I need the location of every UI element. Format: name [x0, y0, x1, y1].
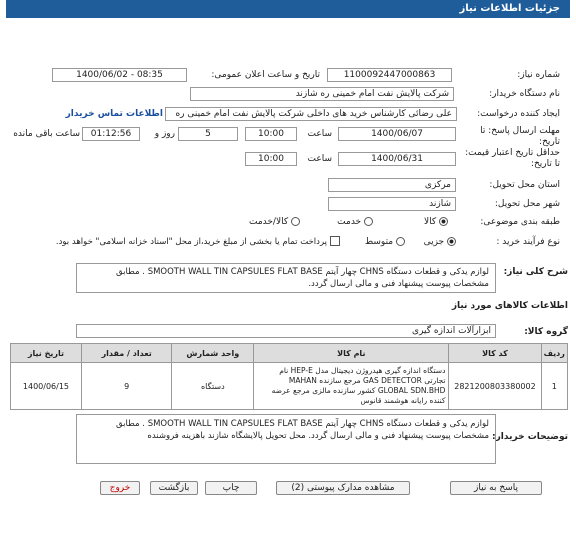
cell-unit: دستگاه: [172, 363, 254, 410]
radio-medium-icon: [396, 237, 405, 246]
deadline-time-field: 10:00: [245, 127, 297, 141]
page-title: جزئیات اطلاعات نیاز: [459, 3, 560, 14]
col-qty-header: تعداد / مقدار: [81, 344, 172, 363]
radio-service-icon: [364, 217, 373, 226]
announce-label: تاریخ و ساعت اعلان عمومی:: [211, 70, 320, 80]
province-field: مرکزی: [328, 178, 456, 192]
radio-goods-icon: [439, 217, 448, 226]
cell-code: 2821200803380002: [449, 363, 541, 410]
category-label: طبقه بندی موضوعی:: [480, 217, 560, 227]
creator-label: ایجاد کننده درخواست:: [477, 109, 560, 119]
category-option-goods[interactable]: کالا: [380, 217, 448, 227]
province-label: استان محل تحویل:: [489, 180, 560, 190]
table-header-row: [11, 344, 568, 363]
price-valid-time-field: 10:00: [245, 152, 297, 166]
col-unit-header: واحد شمارش: [172, 344, 254, 363]
buyer-contact-link[interactable]: اطلاعات تماس خریدار: [65, 109, 163, 119]
attachments-button[interactable]: مشاهده مدارک پیوستی (2): [276, 481, 410, 495]
exit-button[interactable]: خروج: [100, 481, 140, 495]
buyer-field: شرکت پالایش نفت امام خمینی ره شازند: [190, 87, 454, 101]
page-header: [6, 0, 570, 18]
col-date-header: تاریخ نیاز: [11, 344, 82, 363]
category-option-service[interactable]: خدمت: [305, 217, 373, 227]
remaining-label: ساعت باقی مانده: [13, 129, 80, 139]
category-option-both[interactable]: کالا/خدمت: [225, 217, 300, 227]
need-number-field: 1100092447000863: [327, 68, 452, 82]
cell-name: دستگاه اندازه گیری هیدروژن دیجیتال مدل HEP-E نام تجارتی GAS DETECTOR مرجع سازنده MAHAN GLOBAL SDN.BHD کشور سازنده مالزی مرجع عرضه کننده رایانه هوشمند قانوس: [254, 363, 449, 410]
price-valid-date-field: 1400/06/31: [338, 152, 456, 166]
summary-label: شرح کلی نیاز:: [503, 267, 568, 277]
table-row[interactable]: [11, 363, 568, 410]
summary-text: لوازم یدکی و قطعات دستگاه CHNS چهار آیتم SMOOTH WALL TIN CAPSULES FLAT BASE . مطابق مشخصات پیوست پیشنهاد فنی و مالی ارسال گردد.: [76, 263, 496, 293]
payment-note: پرداخت تمام یا بخشی از مبلغ خرید،از محل "اسناد خزانه اسلامی" خواهد بود.: [55, 237, 327, 247]
col-row-header: ردیف: [541, 344, 567, 363]
deadline-date-field: 1400/06/07: [338, 127, 456, 141]
creator-field: علی رضائی کارشناس خرید های داخلی شرکت پالایش نفت امام خمینی ره: [165, 107, 457, 121]
days-field: 5: [178, 127, 238, 141]
treasury-checkbox[interactable]: [330, 236, 340, 246]
days-label: روز و: [154, 129, 175, 139]
process-option-minor[interactable]: جزیی: [412, 237, 456, 247]
col-code-header: کد کالا: [449, 344, 541, 363]
process-label: نوع فرآیند خرید :: [496, 237, 560, 247]
process-option-medium[interactable]: متوسط: [345, 237, 405, 247]
group-label: گروه کالا:: [524, 327, 568, 337]
buyer-notes-text: لوازم یدکی و قطعات دستگاه CHNS چهار آیتم SMOOTH WALL TIN CAPSULES FLAT BASE . مطابق مشخصات پیوست پیشنهاد فنی و مالی ارسال گردد. محل تحویل پالایشگاه شازند باهزینه فروشنده: [76, 414, 496, 464]
group-field: ابزارآلات اندازه گیری: [76, 324, 496, 338]
buyer-notes-label: توضیحات خریدار:: [492, 432, 568, 442]
city-field: شازند: [328, 197, 456, 211]
cell-row: 1: [541, 363, 567, 410]
cell-date: 1400/06/15: [11, 363, 82, 410]
col-name-header: نام کالا: [254, 344, 449, 363]
price-valid-label: حداقل تاریخ اعتبار قیمت: تا تاریخ:: [465, 148, 560, 169]
deadline-hour-label: ساعت: [307, 129, 332, 139]
city-label: شهر محل تحویل:: [494, 199, 560, 209]
price-valid-hour-label: ساعت: [307, 154, 332, 164]
remaining-time-field: 01:12:56: [82, 127, 140, 141]
radio-both-icon: [291, 217, 300, 226]
goods-table: [10, 343, 568, 410]
announce-field: 1400/06/02 - 08:35: [52, 68, 187, 82]
cell-qty: 9: [81, 363, 172, 410]
reply-button[interactable]: پاسخ به نیاز: [450, 481, 542, 495]
deadline-label: مهلت ارسال پاسخ: تا تاریخ:: [480, 126, 560, 147]
buyer-label: نام دستگاه خریدار:: [489, 89, 560, 99]
print-button[interactable]: چاپ: [205, 481, 257, 495]
need-number-label: شماره نیاز:: [517, 70, 560, 80]
radio-minor-icon: [447, 237, 456, 246]
goods-section-title: اطلاعات کالاهای مورد نیاز: [451, 301, 568, 311]
back-button[interactable]: بازگشت: [150, 481, 198, 495]
